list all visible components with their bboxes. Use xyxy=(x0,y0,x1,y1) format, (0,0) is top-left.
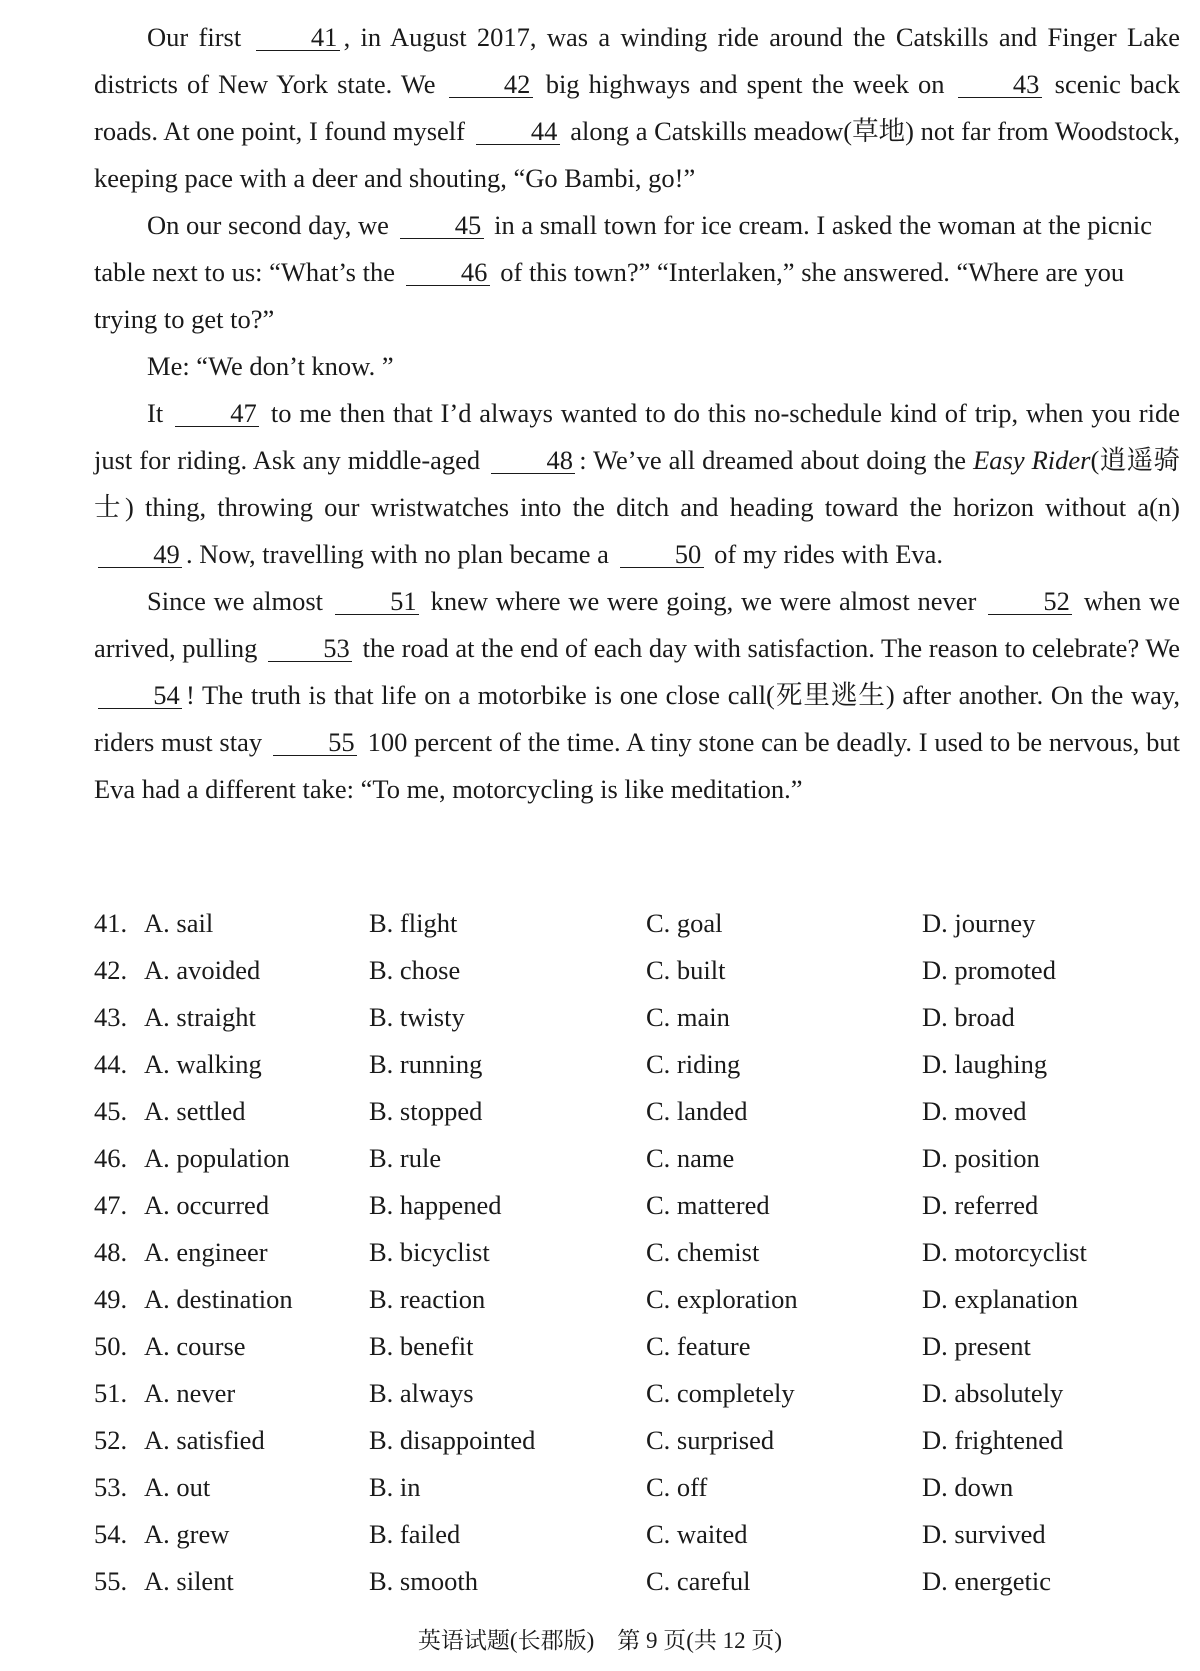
blank-42: 42 xyxy=(449,71,533,98)
option-c[interactable]: C. name xyxy=(646,1143,735,1173)
question-number: 44. xyxy=(94,1049,128,1079)
option-b[interactable]: B. flight xyxy=(369,908,458,938)
question-row xyxy=(94,1138,1180,1185)
text: ! The truth is that life on a motorbike is one close call(死里逃生) after another. On the way, riders must stay xyxy=(94,680,1180,757)
blank-47: 47 xyxy=(175,400,259,427)
option-a[interactable]: A. occurred xyxy=(144,1190,270,1220)
text: 100 percent of the time. A tiny stone can be deadly. I used to be nervous, but Eva had a different take: “To me, motorcycling is like meditation.” xyxy=(94,727,1181,804)
question-row xyxy=(94,1185,1180,1232)
text: in a small town for ice cream. I asked the woman at the picnic table next to us: “What’s the xyxy=(94,210,1152,287)
question-number: 51. xyxy=(94,1378,128,1408)
option-a[interactable]: A. out xyxy=(144,1472,211,1502)
question-row xyxy=(94,1279,1180,1326)
cloze-passage xyxy=(94,14,1180,813)
option-a[interactable]: A. engineer xyxy=(144,1237,268,1267)
option-b[interactable]: B. bicyclist xyxy=(369,1237,490,1267)
question-number: 42. xyxy=(94,955,128,985)
option-d[interactable]: D. moved xyxy=(922,1096,1027,1126)
text: of my rides with Eva. xyxy=(707,539,944,569)
text: On our second day, we xyxy=(147,210,396,240)
question-row xyxy=(94,1326,1180,1373)
text: of this town?” “Interlaken,” she answered. “Where are you trying to get to?” xyxy=(94,257,1125,334)
option-a[interactable]: A. grew xyxy=(144,1519,230,1549)
option-b[interactable]: B. failed xyxy=(369,1519,461,1549)
option-c[interactable]: C. riding xyxy=(646,1049,741,1079)
option-b[interactable]: B. twisty xyxy=(369,1002,465,1032)
text: the road at the end of each day with satisfaction. The reason to celebrate? We xyxy=(356,633,1181,663)
option-a[interactable]: A. avoided xyxy=(144,955,261,985)
paragraph-2 xyxy=(94,202,1180,343)
option-d[interactable]: D. energetic xyxy=(922,1566,1052,1596)
option-c[interactable]: C. mattered xyxy=(646,1190,770,1220)
option-c[interactable]: C. feature xyxy=(646,1331,751,1361)
option-c[interactable]: C. careful xyxy=(646,1566,751,1596)
question-row xyxy=(94,1044,1180,1091)
text: scenic back roads. At one point, I found myself xyxy=(94,69,1180,146)
option-d[interactable]: D. promoted xyxy=(922,955,1056,985)
question-row xyxy=(94,1561,1180,1608)
blank-53: 53 xyxy=(268,635,352,662)
option-b[interactable]: B. chose xyxy=(369,955,461,985)
text: Since we almost xyxy=(147,586,331,616)
option-b[interactable]: B. rule xyxy=(369,1143,442,1173)
answer-options xyxy=(94,903,1180,1608)
option-b[interactable]: B. in xyxy=(369,1472,421,1502)
blank-46: 46 xyxy=(406,259,490,286)
question-number: 46. xyxy=(94,1143,128,1173)
question-number: 52. xyxy=(94,1425,128,1455)
option-b[interactable]: B. happened xyxy=(369,1190,502,1220)
option-a[interactable]: A. never xyxy=(144,1378,236,1408)
question-row xyxy=(94,1514,1180,1561)
blank-50: 50 xyxy=(620,541,704,568)
option-d[interactable]: D. present xyxy=(922,1331,1031,1361)
option-d[interactable]: D. position xyxy=(922,1143,1040,1173)
option-c[interactable]: C. landed xyxy=(646,1096,748,1126)
option-d[interactable]: D. referred xyxy=(922,1190,1039,1220)
paragraph-1 xyxy=(94,14,1180,202)
option-c[interactable]: C. waited xyxy=(646,1519,748,1549)
blank-43: 43 xyxy=(958,71,1042,98)
option-d[interactable]: D. broad xyxy=(922,1002,1015,1032)
page-footer: 英语试题(长郡版) 第 9 页(共 12 页) xyxy=(417,1628,783,1653)
text: It xyxy=(147,398,172,428)
italic-title: Easy Rider xyxy=(973,445,1091,475)
blank-49: 49 xyxy=(98,541,182,568)
option-b[interactable]: B. reaction xyxy=(369,1284,486,1314)
blank-48: 48 xyxy=(491,447,575,474)
option-b[interactable]: B. disappointed xyxy=(369,1425,536,1455)
option-d[interactable]: D. motorcyclist xyxy=(922,1237,1087,1267)
text: when we arrived, pulling xyxy=(94,586,1181,663)
text: (逍遥骑士) thing, throwing our wristwatches into the ditch and heading toward the horizon without a(n) xyxy=(94,445,1181,522)
question-row xyxy=(94,1420,1180,1467)
question-number: 48. xyxy=(94,1237,128,1267)
blank-44: 44 xyxy=(476,118,560,145)
blank-51: 51 xyxy=(335,588,419,615)
question-row xyxy=(94,997,1180,1044)
question-row xyxy=(94,1373,1180,1420)
question-number: 49. xyxy=(94,1284,128,1314)
question-number: 45. xyxy=(94,1096,128,1126)
option-b[interactable]: B. always xyxy=(369,1378,474,1408)
option-b[interactable]: B. stopped xyxy=(369,1096,483,1126)
option-a[interactable]: A. sail xyxy=(144,908,214,938)
question-number: 55. xyxy=(94,1566,128,1596)
text: , in August 2017, was a winding ride around the Catskills and Finger Lake districts of New York state. We xyxy=(94,22,1180,99)
blank-45: 45 xyxy=(400,212,484,239)
option-a[interactable]: A. walking xyxy=(144,1049,262,1079)
option-c[interactable]: C. chemist xyxy=(646,1237,760,1267)
option-a[interactable]: A. destination xyxy=(144,1284,293,1314)
question-number: 43. xyxy=(94,1002,128,1032)
question-row xyxy=(94,950,1180,997)
option-a[interactable]: A. straight xyxy=(144,1002,256,1032)
question-row xyxy=(94,1467,1180,1514)
paragraph-3 xyxy=(94,343,1180,390)
blank-41: 41 xyxy=(256,24,340,51)
blank-54: 54 xyxy=(98,682,182,709)
text: Our first xyxy=(147,22,252,52)
text: knew where we were going, we were almost never xyxy=(422,586,985,616)
option-a[interactable]: A. population xyxy=(144,1143,290,1173)
text: : We’ve all dreamed about doing the xyxy=(579,445,974,475)
question-number: 54. xyxy=(94,1519,128,1549)
text: . Now, travelling with no plan became a xyxy=(186,539,616,569)
option-a[interactable]: A. settled xyxy=(144,1096,246,1126)
option-b[interactable]: B. benefit xyxy=(369,1331,474,1361)
option-d[interactable]: D. journey xyxy=(922,908,1036,938)
text: big highways and spent the week on xyxy=(536,69,954,99)
option-d[interactable]: D. absolutely xyxy=(922,1378,1064,1408)
question-row xyxy=(94,903,1180,950)
option-d[interactable]: D. explanation xyxy=(922,1284,1079,1314)
text: to me then that I’d always wanted to do this no-schedule kind of trip, when you ride just for riding. Ask any middle-aged xyxy=(94,398,1180,475)
blank-55: 55 xyxy=(273,729,357,756)
paragraph-5 xyxy=(94,578,1180,813)
question-number: 41. xyxy=(94,908,128,938)
option-d[interactable]: D. laughing xyxy=(922,1049,1048,1079)
question-number: 47. xyxy=(94,1190,128,1220)
option-b[interactable]: B. running xyxy=(369,1049,483,1079)
blank-52: 52 xyxy=(988,588,1072,615)
option-c[interactable]: C. main xyxy=(646,1002,730,1032)
option-d[interactable]: D. survived xyxy=(922,1519,1046,1549)
option-a[interactable]: A. silent xyxy=(144,1566,234,1596)
question-number: 50. xyxy=(94,1331,128,1361)
option-a[interactable]: A. course xyxy=(144,1331,246,1361)
option-b[interactable]: B. smooth xyxy=(369,1566,478,1596)
option-d[interactable]: D. frightened xyxy=(922,1425,1064,1455)
question-number: 53. xyxy=(94,1472,128,1502)
text: along a Catskills meadow(草地) not far from Woodstock, keeping pace with a deer and shouting, “Go Bambi, go!” xyxy=(94,116,1180,193)
option-d[interactable]: D. down xyxy=(922,1472,1014,1502)
option-c[interactable]: C. surprised xyxy=(646,1425,775,1455)
option-c[interactable]: C. completely xyxy=(646,1378,795,1408)
question-row xyxy=(94,1232,1180,1279)
option-c[interactable]: C. goal xyxy=(646,908,723,938)
question-row xyxy=(94,1091,1180,1138)
option-c[interactable]: C. off xyxy=(646,1472,708,1502)
option-c[interactable]: C. built xyxy=(646,955,726,985)
option-c[interactable]: C. exploration xyxy=(646,1284,798,1314)
text: Me: “We don’t know. ” xyxy=(147,351,394,381)
option-a[interactable]: A. satisfied xyxy=(144,1425,265,1455)
paragraph-4 xyxy=(94,390,1180,578)
